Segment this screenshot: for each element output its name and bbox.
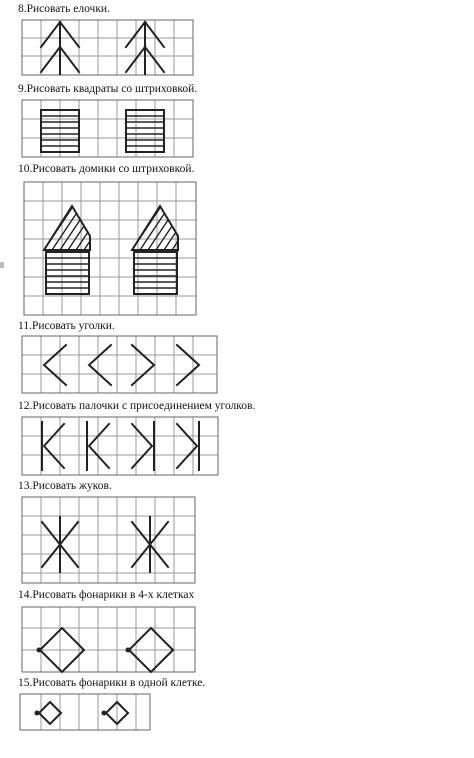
hatched-square-figure-2	[126, 110, 164, 152]
stick-angle-right-figure-1	[132, 422, 154, 470]
exercise-9-grid	[22, 100, 193, 157]
fir-tree-figure-2	[126, 22, 164, 74]
exercise-9-title: 9.Рисовать квадраты со штриховкой.	[18, 83, 198, 95]
exercise-11-title: 11.Рисовать уголки.	[18, 320, 115, 332]
grid-lines	[22, 497, 195, 583]
exercise-15-grid	[20, 694, 150, 730]
exercise-11-grid	[22, 336, 217, 393]
angle-left-figure-2	[89, 345, 111, 385]
grid-lines	[24, 182, 196, 315]
grid-lines	[22, 607, 195, 672]
house-figure-1	[44, 206, 90, 294]
angle-right-figure-2	[177, 345, 199, 385]
exercise-8-grid	[22, 20, 193, 75]
exercise-12-grid	[22, 417, 218, 475]
stick-angle-right-figure-2	[177, 422, 199, 470]
grid-lines	[22, 336, 217, 393]
exercise-14-title: 14.Рисовать фонарики в 4-х клетках	[18, 589, 195, 601]
beetle-figure-2	[132, 517, 168, 572]
exercise-10-grid	[24, 182, 196, 315]
exercise-14-grid	[22, 607, 195, 672]
grid-lines	[22, 417, 218, 475]
grid-lines	[22, 20, 193, 75]
exercise-13-title: 13.Рисовать жуков.	[18, 480, 112, 492]
angle-right-figure-1	[132, 345, 154, 385]
small-lantern-figure-1	[35, 702, 62, 724]
grid-lines	[41, 694, 136, 730]
small-lantern-figure-2	[102, 702, 129, 724]
fir-tree-figure-1	[41, 22, 79, 74]
stick-angle-left-figure-1	[42, 422, 64, 470]
exercise-13-grid	[22, 497, 195, 583]
angle-left-figure-1	[44, 345, 66, 385]
exercise-8-title: 8.Рисовать елочки.	[18, 3, 110, 15]
exercise-12-title: 12.Рисовать палочки с присоединением уголков.	[18, 400, 256, 412]
edge-mark	[0, 262, 4, 268]
house-figure-2	[132, 206, 178, 294]
exercise-10-title: 10.Рисовать домики со штриховкой.	[18, 163, 195, 175]
exercise-15-title: 15.Рисовать фонарики в одной клетке.	[18, 677, 206, 689]
beetle-figure-1	[42, 517, 78, 572]
